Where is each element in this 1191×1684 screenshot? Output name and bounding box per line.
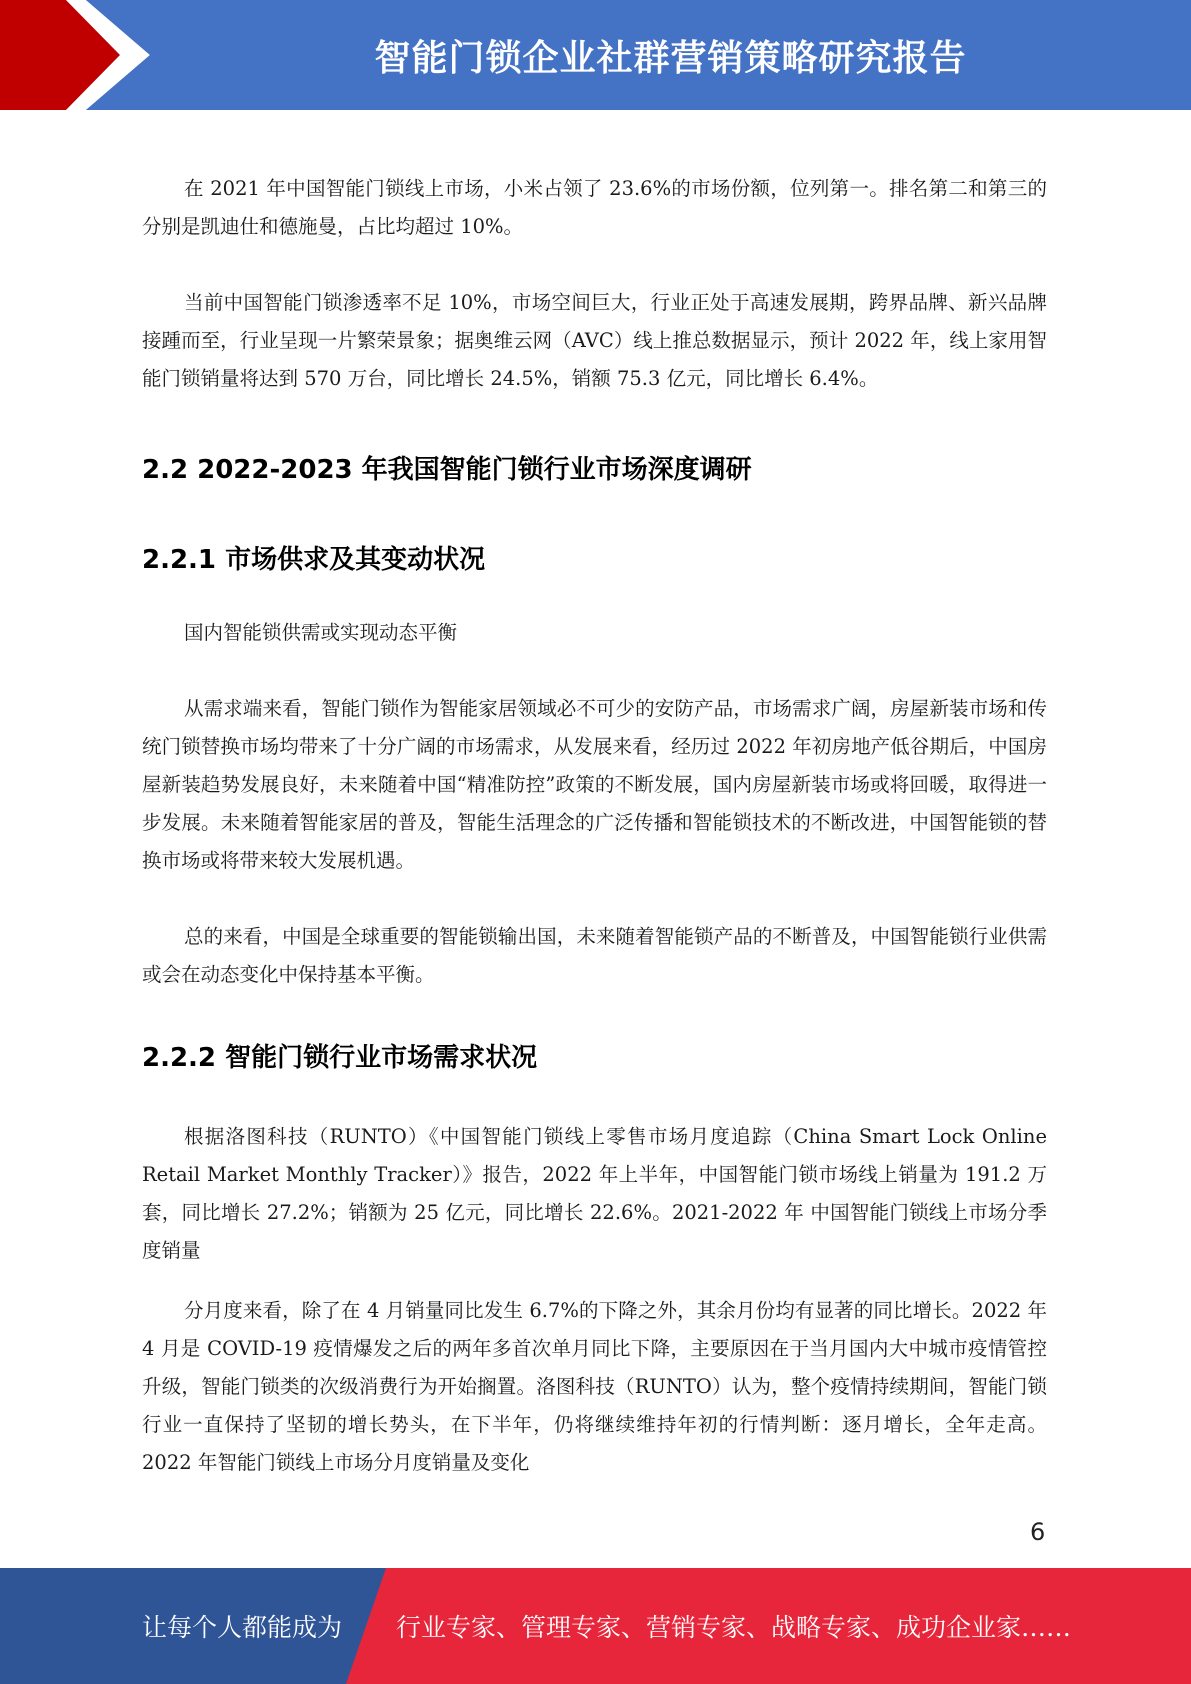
paragraph-summary: 总的来看，中国是全球重要的智能锁输出国，未来随着智能锁产品的不断普及，中国智能锁行业供需或会在动态变化中保持基本平衡。 <box>142 925 1047 986</box>
paragraph-xiaomi-share: 在 2021 年中国智能门锁线上市场，小米占领了 23.6%的市场份额，位列第一。排名第二和第三的分别是凯迪仕和德施曼，占比均超过 10%。 <box>142 177 1047 238</box>
page-header <box>0 0 1191 110</box>
page-footer <box>0 1568 1191 1684</box>
paragraph-runto-report: 根据洛图科技（RUNTO）《中国智能门锁线上零售市场月度追踪（China Smart Lock Online Retail Market Monthly Tracker）》报告，2022 年上半年，中国智能门锁市场线上销量为 191.2 万套，同比增长 27.2%；销额为 25 亿元，同比增长 22.6%。2021-2022 年 中国智能门锁线上市场分季度销量 <box>142 1125 1047 1262</box>
paragraph-monthly-sales: 分月度来看，除了在 4 月销量同比发生 6.7%的下降之外，其余月份均有显著的同比增长。2022 年 4 月是 COVID-19 疫情爆发之后的两年多首次单月同比下降，主要原因在于当月国内大中城市疫情管控升级，智能门锁类的次级消费行为开始搁置。洛图科技（RUNTO）认为，整个疫情持续期间，智能门锁行业一直保持了坚韧的增长势头，在下半年，仍将继续维持年初的行情判断：逐月增长，全年走高。2022 年智能门锁线上市场分月度销量及变化 <box>142 1299 1047 1474</box>
report-title: 智能门锁企业社群营销策略研究报告 <box>374 37 967 79</box>
section-heading-2-2: 2.2 2022-2023 年我国智能门锁行业市场深度调研 <box>142 455 752 485</box>
chevron-arrow-icon <box>0 0 160 110</box>
paragraph-demand-side: 从需求端来看，智能门锁作为智能家居领域必不可少的安防产品，市场需求广阔，房屋新装市场和传统门锁替换市场均带来了十分广阔的市场需求，从发展来看，经历过 2022 年初房地产低谷期后，中国房屋新装趋势发展良好，未来随着中国“精准防控”政策的不断发展，国内房屋新装市场或将回暖，取得进一步发展。未来随着智能家居的普及，智能生活理念的广泛传播和智能锁技术的不断改进，中国智能锁的替换市场或将带来较大发展机遇。 <box>142 697 1047 872</box>
footer-slogan-right: 行业专家、管理专家、营销专家、战略专家、成功企业家…… <box>396 1613 1072 1642</box>
paragraph-penetration: 当前中国智能门锁渗透率不足 10%，市场空间巨大，行业正处于高速发展期，跨界品牌、新兴品牌接踵而至，行业呈现一片繁荣景象；据奥维云网（AVC）线上推总数据显示，预计 2022 年，线上家用智能门锁销量将达到 570 万台，同比增长 24.5%，销额 75.3 亿元，同比增长 6.4%。 <box>142 291 1047 390</box>
footer-slogan-left: 让每个人都能成为 <box>142 1613 343 1642</box>
section-heading-2-2-1: 2.2.1 市场供求及其变动状况 <box>142 545 486 575</box>
section-heading-2-2-2: 2.2.2 智能门锁行业市场需求状况 <box>142 1043 538 1073</box>
page-content <box>142 170 1047 1482</box>
paragraph-supply-balance: 国内智能锁供需或实现动态平衡 <box>184 621 458 644</box>
page-number: 6 <box>1030 1518 1046 1546</box>
